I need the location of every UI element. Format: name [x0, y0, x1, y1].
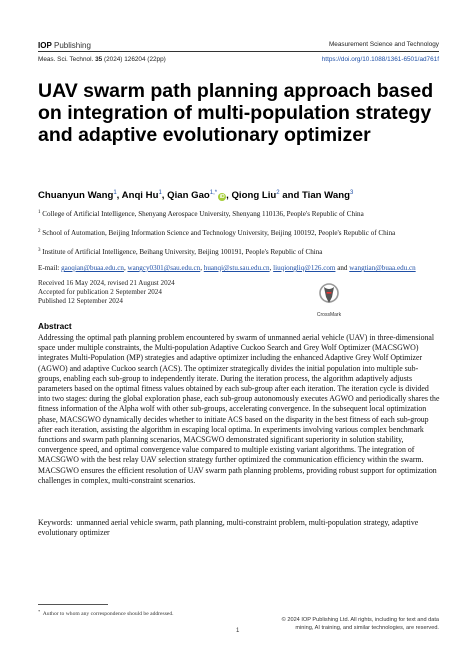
email-link[interactable]: liuqiongliq@126.com — [273, 264, 336, 272]
affiliation-text: College of Artificial Intelligence, Shenyang Aerospace University, Shenyang 110136, People's Republic of China — [42, 210, 364, 218]
received-date: Received 16 May 2024, revised 21 August 2024 — [38, 279, 175, 287]
footnote-mark: * — [38, 609, 41, 614]
author-affiliation-mark[interactable]: 1,* — [209, 190, 218, 196]
email-link[interactable]: wangtian@buaa.edu.cn — [349, 264, 416, 272]
author-separator: and — [279, 190, 302, 201]
affiliation-item — [38, 246, 438, 257]
crossmark-label: CrossMark — [316, 312, 342, 318]
publisher-logo — [38, 41, 91, 50]
email-separator: and — [335, 264, 350, 272]
affiliation-number: 1 — [38, 210, 41, 215]
article-title: UAV swarm path planning approach based on integration of multi-population strategy and adaptive evolutionary optimizer — [38, 80, 434, 146]
citation — [38, 56, 166, 63]
author-affiliation-mark[interactable]: 2 — [276, 190, 280, 196]
abstract-heading: Abstract — [38, 321, 72, 331]
author-separator: , — [116, 190, 122, 201]
journal-name: Measurement Science and Technology — [328, 41, 439, 48]
published-date: Published 12 September 2024 — [38, 297, 123, 306]
affiliation-item — [38, 227, 438, 238]
email-link[interactable]: gaoqian@buaa.edu.cn — [61, 264, 124, 272]
affiliation-number: 2 — [38, 229, 41, 234]
citation-journal: Meas. Sci. Technol. — [38, 56, 96, 63]
author-name[interactable]: Chuanyun Wang — [38, 190, 114, 201]
copyright-notice: © 2024 IOP Publishing Ltd. All rights, including for text and data mining, AI training, and similar technologies, are reserved. — [281, 617, 439, 631]
author-affiliation-mark[interactable]: 1 — [158, 190, 162, 196]
abstract-text: Addressing the optimal path planning problem encountered by swarm of unmanned aerial vehicle (UAV) in three-dimensional space under multiple constraints, the Multi-population Adaptive Cuckoo Search and Grey Wolf Optimizer (MACSGWO) integrates Multi-Population (MP) strategies and adaptive optimizer including the enhanced Adaptive Grey Wolf Optimizer (AGWO) and adaptive Cuckoo search (ACS). The optimizer strategically divides the initial population into multiple sub-groups, enabling each sub-group to independently iterate. During the iteration process, the algorithm adaptively adjusts parameters based on the optimal fitness values obtained by each sub-group after each iteration. The iteration cycle is divided into two stages: during the global exploration phase, each sub-group autonomously executes AGWO and periodically shares the fitness information of the Alpha wolf with other sub-groups, accelerating convergence. In the subsequent local optimization phase, MACSGWO dynamically decides whether to initiate ACS based on the disparity in the best fitness of each sub-group after each iteration, assisting the algorithm in escaping local optima. In experiments involving various complex benchmark functions and swarm path planning scenarios, MACSGWO demonstrated significant superiority in solution stability, convergence speed, and optimal convergence value compared to multiple existing variant algorithms. The integration of MACSGWO with the best relay UAV selection strategy further optimized the communication efficiency within the swarm. MACSGWO ensures the efficient resolution of UAV swarm path planning problems, providing robust support for optimization challenges in complex, multi-constraint scenarios. — [38, 333, 440, 485]
header-rule — [38, 51, 439, 52]
publisher-logo-text: Publishing — [51, 41, 91, 50]
doi-link[interactable]: https://doi.org/10.1088/1361-6501/ad761f — [321, 56, 439, 63]
email-line: E-mail: gaoqian@buaa.edu.cn, wangcy0301@sau.edu.cn, huanqi@stu.sau.edu.cn, liuqiongliq@126.com and wangtian@buaa.edu.cn — [38, 264, 416, 272]
orcid-icon[interactable]: iD — [219, 194, 225, 200]
crossmark-badge[interactable] — [314, 283, 344, 318]
accepted-date: Accepted for publication 2 September 2024 — [38, 288, 162, 297]
author-separator: , — [161, 190, 168, 201]
affiliation-text: School of Automation, Beijing Information Science and Technology University, Beijing 100192, People's Republic of China — [42, 229, 396, 237]
footnote-rule — [38, 604, 108, 605]
citation-volume: 35 — [95, 56, 103, 63]
author-name[interactable]: Qian Gao — [167, 190, 210, 201]
email-label: E-mail: — [38, 264, 62, 272]
affiliation-item — [38, 208, 438, 219]
author-affiliation-mark[interactable]: 3 — [349, 190, 354, 196]
author-list — [38, 190, 353, 201]
keywords — [38, 518, 438, 538]
footnote-text: Author to whom any correspondence should be addressed. — [42, 611, 174, 617]
publisher-logo-bold: IOP — [38, 41, 52, 50]
footnote — [38, 609, 174, 617]
crossmark-icon — [318, 283, 340, 307]
author-separator: , — [226, 190, 232, 201]
keywords-text: unmanned aerial vehicle swarm, path planning, multi-constraint problem, multi-population strategy, adaptive evolutionary optimizer — [38, 518, 419, 538]
page-number: 1 — [236, 628, 240, 634]
publication-dates — [38, 279, 175, 307]
author-affiliation-mark[interactable]: 1 — [113, 190, 117, 196]
email-link[interactable]: huanqi@stu.sau.edu.cn — [203, 264, 270, 272]
affiliation-text: Institute of Artificial Intelligence, Beihang University, Beijing 100191, People's Republic of China — [42, 248, 323, 256]
author-name[interactable]: Qiong Liu — [231, 190, 277, 201]
author-name[interactable]: Anqi Hu — [121, 190, 159, 201]
author-name[interactable]: Tian Wang — [301, 190, 350, 201]
affiliation-number: 3 — [38, 248, 41, 253]
email-link[interactable]: wangcy0301@sau.edu.cn — [127, 264, 201, 272]
citation-pages: (2024) 126204 (22pp) — [102, 56, 166, 63]
keywords-label: Keywords: — [38, 518, 73, 527]
